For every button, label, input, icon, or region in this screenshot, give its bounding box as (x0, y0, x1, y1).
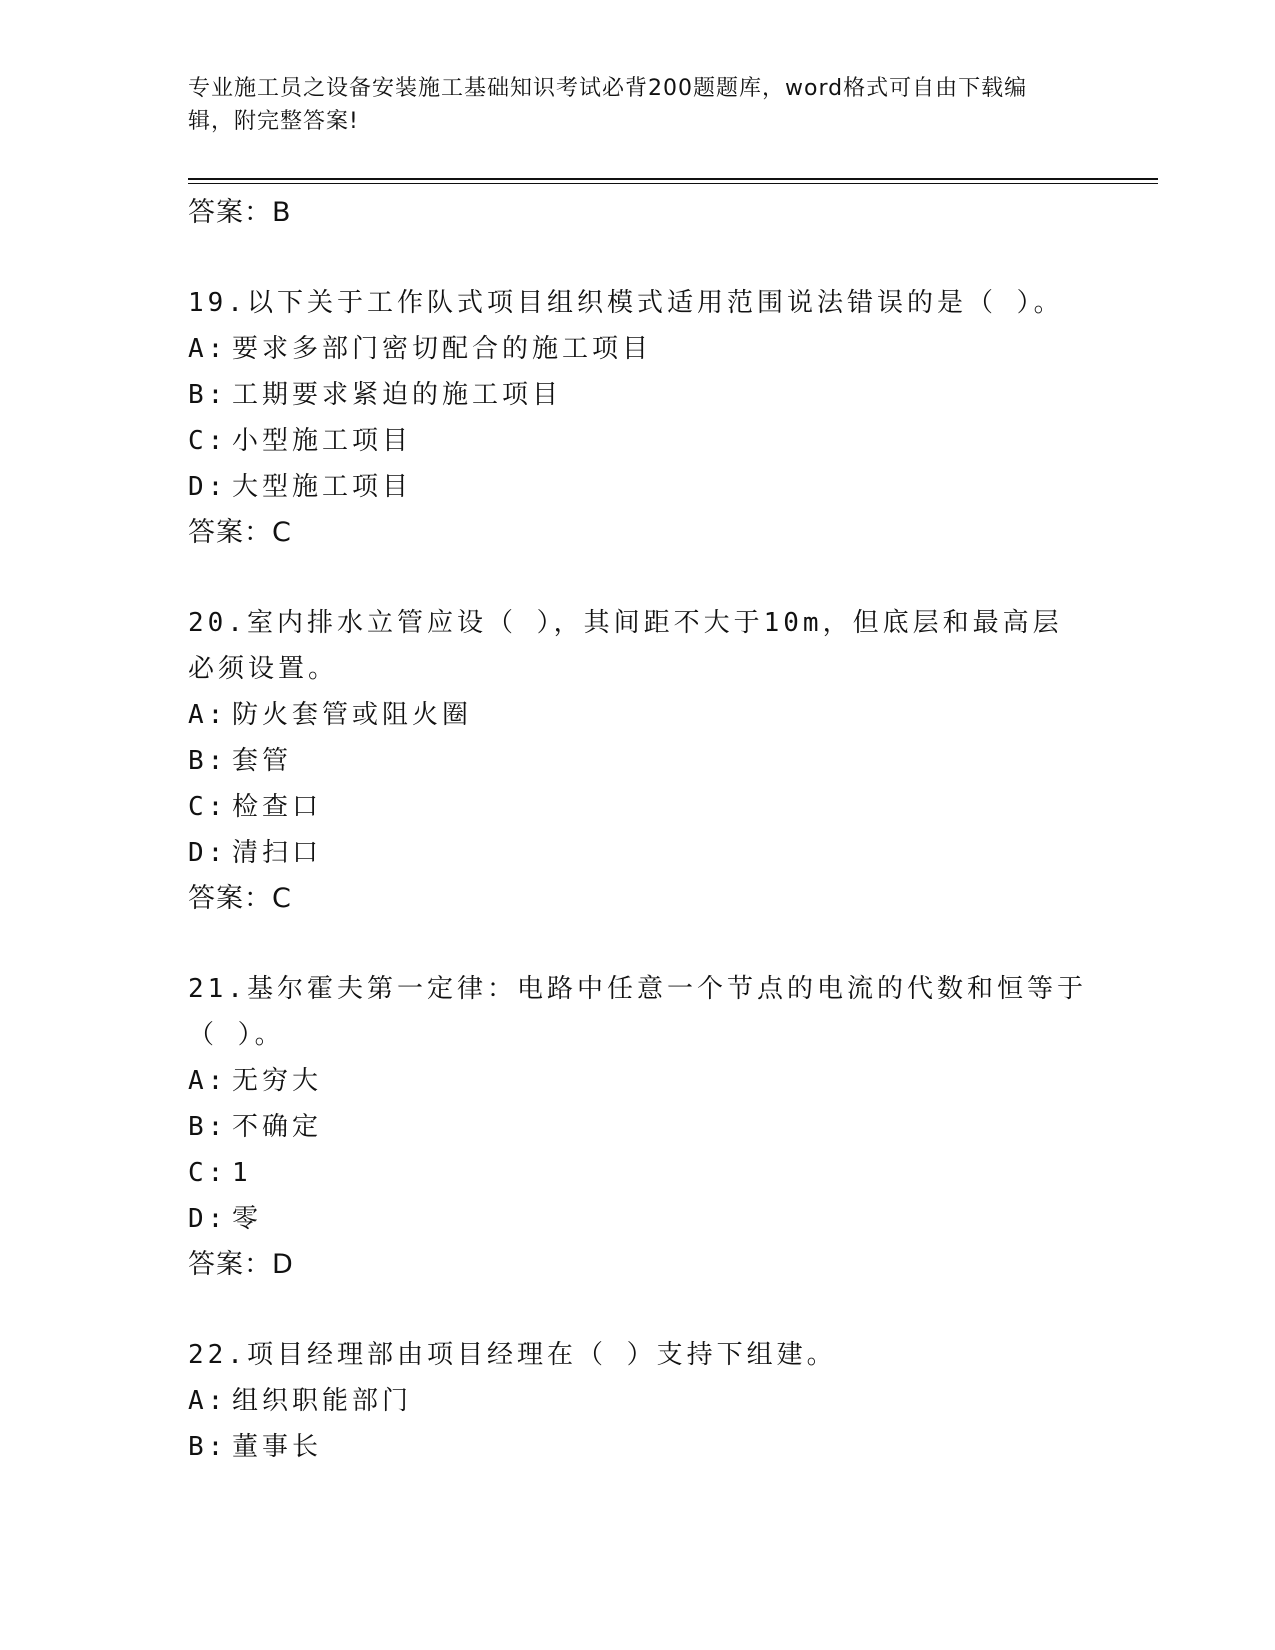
option-text: 套管 (232, 746, 293, 776)
option-text: 要求多部门密切配合的施工项目 (232, 334, 653, 364)
document-body (188, 190, 1088, 1470)
question-text: 21.基尔霍夫第一定律：电路中任意一个节点的电流的代数和恒等于（ ）。 (188, 974, 1087, 1050)
option-text: 无穷大 (232, 1066, 323, 1096)
option-letter: C: (188, 426, 228, 456)
answer-line: 答案：C (188, 517, 292, 548)
option-letter: C: (188, 792, 228, 822)
question-19 (188, 280, 1088, 556)
option-text: 大型施工项目 (232, 472, 413, 502)
option-b (188, 1424, 1088, 1470)
answer-line: 答案：C (188, 883, 292, 914)
option-b (188, 738, 1088, 784)
question-text: 20.室内排水立管应设（ ），其间距不大于10m，但底层和最高层必须设置。 (188, 608, 1063, 684)
option-text: 组织职能部门 (232, 1386, 413, 1416)
option-letter: B: (188, 746, 228, 776)
option-text: 小型施工项目 (232, 426, 413, 456)
option-letter: B: (188, 1112, 228, 1142)
option-text: 检查口 (232, 792, 323, 822)
option-c (188, 1150, 1088, 1196)
option-letter: D: (188, 838, 228, 868)
option-d (188, 830, 1088, 876)
option-text: 清扫口 (232, 838, 323, 868)
option-text: 防火套管或阻火圈 (232, 700, 473, 730)
question-text: 22.项目经理部由项目经理在（ ）支持下组建。 (188, 1340, 837, 1370)
header-rule-thick (188, 178, 1158, 180)
document-header: 专业施工员之设备安装施工基础知识考试必背200题题库，word格式可自由下载编辑，附完整答案! (188, 76, 1028, 134)
option-letter: A: (188, 1066, 228, 1096)
option-c (188, 784, 1088, 830)
option-a (188, 692, 1088, 738)
option-b (188, 372, 1088, 418)
option-c (188, 418, 1088, 464)
question-21 (188, 966, 1088, 1288)
question-20 (188, 600, 1088, 922)
option-d (188, 464, 1088, 510)
option-letter: A: (188, 1386, 228, 1416)
option-letter: B: (188, 380, 228, 410)
option-a (188, 1058, 1088, 1104)
option-text: 董事长 (232, 1432, 323, 1462)
option-letter: C: (188, 1158, 228, 1188)
header-rule-thin (188, 183, 1158, 184)
question-22 (188, 1332, 1088, 1470)
option-letter: A: (188, 334, 228, 364)
option-text: 零 (232, 1204, 263, 1234)
option-a (188, 326, 1088, 372)
option-text: 1 (232, 1158, 252, 1188)
option-a (188, 1378, 1088, 1424)
option-letter: A: (188, 700, 228, 730)
previous-answer: 答案：B (188, 197, 292, 228)
option-letter: D: (188, 472, 228, 502)
option-letter: B: (188, 1432, 228, 1462)
option-d (188, 1196, 1088, 1242)
answer-line: 答案：D (188, 1249, 294, 1280)
option-text: 工期要求紧迫的施工项目 (232, 380, 563, 410)
question-text: 19.以下关于工作队式项目组织模式适用范围说法错误的是（ ）。 (188, 288, 1064, 318)
option-b (188, 1104, 1088, 1150)
option-letter: D: (188, 1204, 228, 1234)
option-text: 不确定 (232, 1112, 323, 1142)
